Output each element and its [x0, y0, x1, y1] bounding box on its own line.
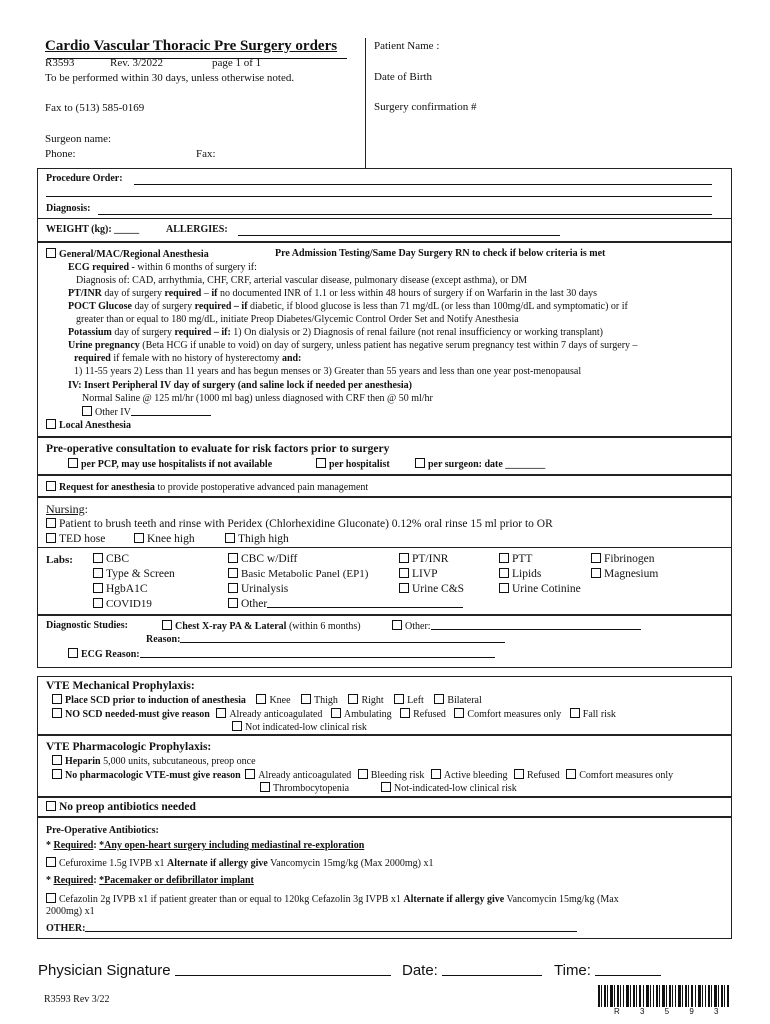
barcode — [598, 985, 730, 1015]
dob-label[interactable]: Date of Birth — [374, 71, 433, 83]
weight-label[interactable]: WEIGHT (kg): _____ — [46, 224, 140, 235]
lab-cbc-diff[interactable]: CBC w/Diff — [228, 553, 297, 566]
ptinr-required: PT/INR day of surgery required – if no documented INR of 1.1 or less within 48 hours of surgery if on Warfarin in the last 30 days — [68, 288, 598, 299]
checkbox[interactable] — [399, 553, 409, 563]
checkbox[interactable] — [93, 583, 103, 593]
anesthesia-section — [37, 242, 732, 437]
diagnosis-line — [98, 214, 712, 215]
chest-xray-option[interactable]: Chest X-ray PA & Lateral (within 6 months) — [162, 620, 361, 634]
checkbox[interactable] — [591, 568, 601, 578]
urine-required: required if female with no history of hysterectomy and: — [74, 353, 302, 364]
checkbox[interactable] — [228, 598, 238, 608]
signature-time[interactable]: Time: — [554, 962, 661, 979]
vte-mech-row1: Place SCD prior to induction of anesthesia Knee Thigh Right Left Bilateral — [52, 694, 482, 708]
checkbox[interactable] — [52, 708, 62, 718]
potassium-required: Potassium day of surgery required – if: 1) On dialysis or 2) Diagnosis of renal failure (not renal insufficiency or working transplant) — [68, 327, 603, 338]
checkbox[interactable] — [68, 458, 78, 468]
consult-pcp-option[interactable]: per PCP, may use hospitalists if not available — [68, 458, 272, 472]
poct-glucose: POCT Glucose day of surgery required – if diabetic, if blood glucose is less than 71 mg/dL (or less than 100mg/dL and symptomatic) or if — [68, 301, 628, 312]
labs-label: Labs: — [46, 554, 73, 566]
checkbox[interactable] — [566, 769, 576, 779]
checkbox[interactable] — [232, 721, 242, 731]
lab-covid19[interactable]: COVID19 — [93, 598, 152, 611]
lab-livp[interactable]: LIVP — [399, 568, 438, 581]
lab-ptt[interactable]: PTT — [499, 553, 532, 566]
consult-hospitalist-option[interactable]: per hospitalist — [316, 458, 390, 472]
checkbox[interactable] — [514, 769, 524, 779]
checkbox[interactable] — [434, 694, 444, 704]
required-open-heart: * Required: *Any open-heart surgery including mediastinal re-exploration — [46, 840, 365, 851]
checkbox[interactable] — [93, 553, 103, 563]
checkbox[interactable] — [46, 801, 56, 811]
signature-date[interactable]: Date: — [402, 962, 542, 979]
consult-title: Pre-operative consultation to evaluate for risk factors prior to surgery — [46, 443, 390, 455]
nursing-labs-section — [37, 497, 732, 615]
vte-mech-title: VTE Mechanical Prophylaxis: — [46, 680, 195, 692]
form-title: Cardio Vascular Thoracic Pre Surgery orders — [45, 38, 338, 54]
checkbox[interactable] — [316, 458, 326, 468]
diagnostic-reason[interactable]: Reason: — [146, 634, 505, 647]
iv-saline: Normal Saline @ 125 ml/hr (1000 ml bag) unless diagnosed with CRF then @ 50 ml/hr — [82, 393, 433, 404]
checkbox[interactable] — [46, 533, 56, 543]
urine-ages: 1) 11-55 years 2) Less than 11 years and has begun menses or 3) Greater than 55 years and less than one year post-menopausal — [74, 366, 582, 377]
patient-name-label[interactable]: Patient Name : — [374, 40, 440, 52]
cefuroxime-option[interactable]: Cefuroxime 1.5g IVPB x1 Alternate if allergy give Vancomycin 15mg/kg (Max 2000mg) x1 — [46, 857, 433, 871]
antibiotics-other[interactable]: OTHER: — [46, 923, 577, 936]
revision: Rev. 3/2022 — [110, 57, 164, 69]
checkbox[interactable] — [358, 769, 368, 779]
checkbox[interactable] — [228, 568, 238, 578]
required-pacemaker: * Required: *Pacemaker or defibrillator implant — [46, 875, 254, 886]
lab-urinalysis[interactable]: Urinalysis — [228, 583, 288, 596]
page-number: page 1 of 1 — [212, 57, 262, 69]
diagnostic-section — [37, 615, 732, 668]
barcode-text: R 3 5 9 3 — [614, 1007, 728, 1016]
vte-pharm-title: VTE Pharmacologic Prophylaxis: — [46, 741, 212, 753]
vte-pharm-section — [37, 735, 732, 797]
surgery-confirmation-label[interactable]: Surgery confirmation # — [374, 101, 477, 113]
checkbox[interactable] — [415, 458, 425, 468]
checkbox[interactable] — [46, 857, 56, 867]
ecg-reason-option[interactable]: ECG Reason: — [68, 648, 495, 662]
vte-pharm-row2: No pharmacologic VTE-must give reason Already anticoagulated Bleeding risk Active bleeding Refused Comfort measures only — [52, 769, 673, 783]
diagnostic-other-option[interactable]: Other: — [392, 620, 641, 634]
checkbox[interactable] — [216, 708, 226, 718]
checkbox[interactable] — [591, 553, 601, 563]
title-underline — [47, 58, 347, 59]
cefazolin-line2: 2000mg) x1 — [46, 906, 95, 917]
barcode-bars — [598, 985, 730, 1007]
antibiotics-title: Pre-Operative Antibiotics: — [46, 825, 159, 836]
heparin-option[interactable]: Heparin 5,000 units, subcutaneous, preop once — [52, 755, 256, 769]
general-anesthesia-option[interactable]: General/MAC/Regional Anesthesia — [46, 248, 209, 262]
checkbox[interactable] — [46, 248, 56, 258]
vte-pharm-not-indicated[interactable]: Not-indicated-low clinical risk — [381, 782, 517, 796]
phone-label: Phone: — [45, 148, 76, 160]
pat-header: Pre Admission Testing/Same Day Surgery RN to check if below criteria is met — [275, 248, 606, 259]
diagnostic-label: Diagnostic Studies: — [46, 620, 128, 631]
lab-urine-cs[interactable]: Urine C&S — [399, 583, 464, 596]
procedure-line-2 — [46, 196, 712, 197]
fax-label: Fax: — [196, 148, 216, 160]
lab-hgba1c[interactable]: HgbA1C — [93, 583, 148, 596]
allergies-label[interactable]: ALLERGIES: — [166, 224, 228, 235]
checkbox[interactable] — [134, 533, 144, 543]
knee-high-option[interactable]: Knee high — [134, 533, 195, 546]
checkbox[interactable] — [399, 568, 409, 578]
vte-mech-not-indicated[interactable]: Not indicated-low clinical risk — [232, 721, 367, 735]
urine-pregnancy: Urine pregnancy (Beta HCG if unable to void) on day of surgery, unless patient has negative serum pregnancy test within 7 days of surgery – — [68, 340, 638, 351]
diagnosis-label[interactable]: Diagnosis: — [46, 203, 91, 214]
no-preop-antibiotics-section — [37, 797, 732, 817]
checkbox[interactable] — [394, 694, 404, 704]
header-divider — [365, 38, 366, 168]
vte-mechanical-section — [37, 676, 732, 735]
checkbox[interactable] — [245, 769, 255, 779]
checkbox[interactable] — [162, 620, 172, 630]
consult-section — [37, 437, 732, 475]
checkbox[interactable] — [228, 583, 238, 593]
checkbox[interactable] — [431, 769, 441, 779]
anesthesia-request-section — [37, 475, 732, 497]
allergies-line — [238, 235, 560, 236]
checkbox[interactable] — [348, 694, 358, 704]
checkbox[interactable] — [52, 755, 62, 765]
checkbox[interactable] — [46, 893, 56, 903]
checkbox[interactable] — [46, 419, 56, 429]
procedure-section — [37, 168, 732, 242]
checkbox[interactable] — [93, 598, 103, 608]
procedure-line — [134, 184, 712, 185]
consult-surgeon-option[interactable]: per surgeon: date ________ — [415, 458, 545, 472]
fax-to: Fax to (513) 585-0169 — [45, 102, 145, 114]
lab-bmp[interactable]: Basic Metabolic Panel (EP1) — [228, 568, 368, 581]
checkbox[interactable] — [52, 694, 62, 704]
iv-other-option[interactable]: Other IV — [82, 406, 211, 420]
checkbox[interactable] — [381, 782, 391, 792]
checkbox[interactable] — [399, 583, 409, 593]
checkbox[interactable] — [400, 708, 410, 718]
ecg-required: ECG required - within 6 months of surgery if: — [68, 262, 257, 273]
ted-hose-option[interactable]: TED hose — [46, 533, 105, 546]
checkbox[interactable] — [256, 694, 266, 704]
lab-urine-cotinine[interactable]: Urine Cotinine — [499, 583, 581, 596]
antibiotics-section — [37, 817, 732, 939]
checkbox[interactable] — [499, 583, 509, 593]
lab-cbc[interactable]: CBC — [93, 553, 129, 566]
cefazolin-option[interactable]: Cefazolin 2g IVPB x1 if patient greater than or equal to 120kg Cefazolin 3g IVPB x1 Alternate if allergy give Vancomycin 15mg/kg (Max — [46, 893, 619, 907]
instruction-text: To be performed within 30 days, unless otherwise noted. — [45, 72, 295, 84]
lab-type-screen[interactable]: Type & Screen — [93, 568, 175, 581]
checkbox[interactable] — [301, 694, 311, 704]
checkbox[interactable] — [82, 406, 92, 416]
checkbox[interactable] — [93, 568, 103, 578]
iv-insert: IV: Insert Peripheral IV day of surgery (and saline lock if needed per anesthesia) — [68, 380, 412, 391]
procedure-order-label[interactable]: Procedure Order: — [46, 173, 123, 184]
poct-glucose-line2: greater than or equal to 180 mg/dL, initiate Preop Diabetes/Glycemic Control Order Set and Notify Anesthesia — [76, 314, 519, 325]
lab-other[interactable]: Other — [228, 598, 463, 611]
checkbox[interactable] — [331, 708, 341, 718]
checkbox[interactable] — [570, 708, 580, 718]
ecg-diagnosis: Diagnosis of: CAD, arrhythmia, CHF, CRF, arterial vascular disease, pulmonary disease (except asthma), or DM — [76, 275, 528, 286]
checkbox[interactable] — [392, 620, 402, 630]
checkbox[interactable] — [46, 481, 56, 491]
checkbox[interactable] — [225, 533, 235, 543]
anesthesia-request-option[interactable]: Request for anesthesia to provide postoperative advanced pain management — [46, 481, 368, 495]
checkbox[interactable] — [68, 648, 78, 658]
lab-fibrinogen[interactable]: Fibrinogen — [591, 553, 654, 566]
checkbox[interactable] — [499, 568, 509, 578]
lab-lipids[interactable]: Lipids — [499, 568, 541, 581]
local-anesthesia-option[interactable]: Local Anesthesia — [46, 419, 131, 433]
checkbox[interactable] — [454, 708, 464, 718]
physician-signature[interactable]: Physician Signature — [38, 962, 391, 979]
surgeon-name-label: Surgeon name: — [45, 133, 112, 145]
lab-ptinr[interactable]: PT/INR — [399, 553, 448, 566]
checkbox[interactable] — [46, 518, 56, 528]
checkbox[interactable] — [52, 769, 62, 779]
nursing-title: Nursing: — [46, 502, 89, 516]
footer-revision: R3593 Rev 3/22 — [44, 994, 110, 1005]
thrombocytopenia-option[interactable]: Thrombocytopenia — [260, 782, 349, 796]
vte-mech-row2: NO SCD needed-must give reason Already anticoagulated Ambulating Refused Comfort measures only Fall risk — [52, 708, 616, 722]
checkbox[interactable] — [228, 553, 238, 563]
no-preop-antibiotics-option[interactable]: No preop antibiotics needed — [46, 801, 196, 814]
checkbox[interactable] — [499, 553, 509, 563]
nursing-brush-option[interactable]: Patient to brush teeth and rinse with Peridex (Chlorhexidine Gluconate) 0.12% oral rinse 15 ml prior to OR — [46, 518, 553, 531]
thigh-high-option[interactable]: Thigh high — [225, 533, 289, 546]
checkbox[interactable] — [260, 782, 270, 792]
lab-magnesium[interactable]: Magnesium — [591, 568, 658, 581]
form-id: R3593 — [45, 57, 75, 69]
